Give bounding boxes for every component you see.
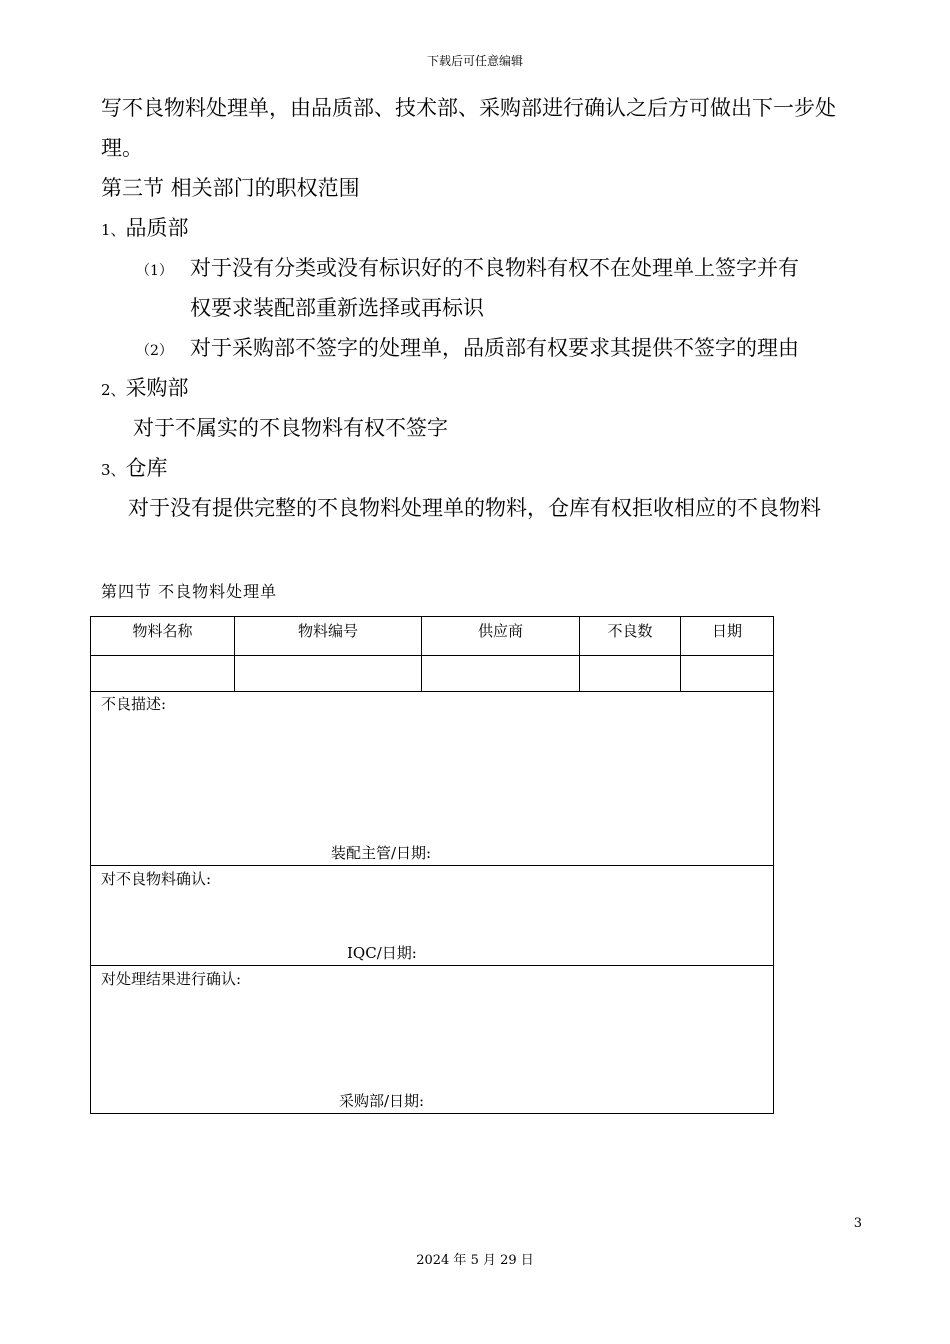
page-header: 下载后可任意编辑 (426, 54, 523, 68)
column-header: 不良数 (580, 617, 681, 655)
subitem-text: 对于没有分类或没有标识好的不良物料有权不在处理单上签字并有 (190, 256, 799, 280)
item-number: 3、 (101, 461, 126, 479)
column-header: 物料编号 (235, 617, 422, 655)
section-3-heading: 第三节 相关部门的职权范围 (101, 176, 360, 200)
subitem-2 (136, 328, 799, 371)
defective-material-form (90, 616, 774, 1114)
page-footer-date: 2024 年 5 月 29 日 (416, 1253, 534, 1268)
column-header: 物料名称 (91, 617, 235, 655)
subitem-1 (136, 248, 799, 291)
defect-qty-cell[interactable] (580, 655, 681, 691)
form-data-row (91, 655, 773, 692)
subitem-number: （1） (136, 263, 173, 279)
item-number: 1、 (101, 221, 126, 239)
subitem-1-continuation: 权要求装配部重新选择或再标识 (190, 296, 484, 320)
section-4-heading: 第四节 不良物料处理单 (101, 582, 278, 601)
iqc-signature: IQC/日期: (347, 944, 417, 962)
item-title: 品质部 (125, 216, 189, 240)
item-3-warehouse (101, 448, 168, 490)
material-confirmation-label: 对不良物料确认: (101, 870, 212, 888)
material-code-cell[interactable] (235, 655, 422, 691)
item-number: 2、 (101, 381, 126, 399)
assembly-supervisor-signature: 装配主管/日期: (331, 844, 432, 862)
result-confirmation-section[interactable] (91, 966, 773, 1113)
column-header: 供应商 (422, 617, 580, 655)
subitem-text: 对于采购部不签字的处理单，品质部有权要求其提供不签字的理由 (190, 336, 799, 360)
page-number: 3 (853, 1216, 862, 1231)
paragraph-continuation: 写不良物料处理单，由品质部、技术部、采购部进行确认之后方可做出下一步处理。 (101, 96, 836, 160)
purchasing-right-text: 对于不属实的不良物料有权不签字 (133, 416, 448, 440)
item-title: 采购部 (125, 376, 189, 400)
form-header-row (91, 617, 773, 656)
warehouse-right-text: 对于没有提供完整的不良物料处理单的物料，仓库有权拒收相应的不良物料 (128, 496, 821, 520)
purchasing-signature: 采购部/日期: (339, 1092, 425, 1110)
supplier-cell[interactable] (422, 655, 580, 691)
material-name-cell[interactable] (91, 655, 235, 691)
column-header: 日期 (711, 622, 742, 640)
material-confirmation-section[interactable] (91, 866, 773, 966)
subitem-number: （2） (136, 343, 173, 359)
item-title: 仓库 (125, 456, 168, 480)
item-1-quality-dept (101, 208, 189, 250)
date-cell[interactable] (681, 655, 773, 691)
defect-description-section[interactable] (91, 691, 773, 866)
defect-description-label: 不良描述: (101, 695, 167, 713)
item-2-purchasing-dept (101, 368, 189, 410)
result-confirmation-label: 对处理结果进行确认: (101, 970, 242, 988)
